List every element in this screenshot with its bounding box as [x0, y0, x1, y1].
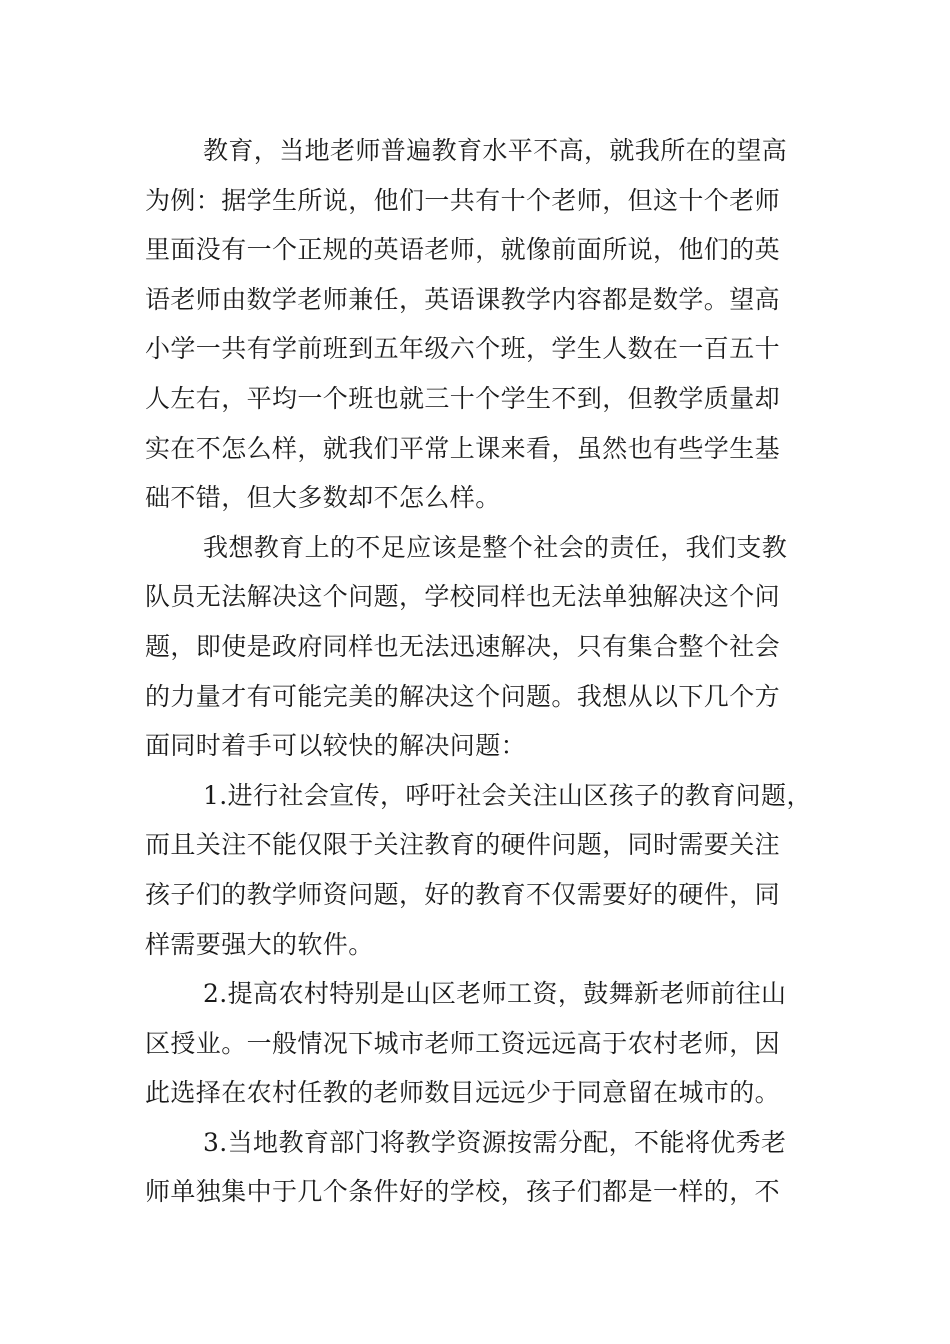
list-item-2-salary [145, 969, 810, 1118]
text-line: 里面没有一个正规的英语老师，就像前面所说，他们的英 [145, 235, 781, 265]
document-body [145, 126, 810, 1217]
text-line: 孩子们的教学师资问题，好的教育不仅需要好的硬件，同 [145, 879, 781, 909]
text-line: 1.进行社会宣传，呼吁社会关注山区孩子的教育问题， [203, 780, 812, 810]
text-line: 队员无法解决这个问题，学校同样也无法单独解决这个问 [145, 582, 781, 612]
text-line: 样需要强大的软件。 [145, 929, 374, 959]
text-line: 为例：据学生所说，他们一共有十个老师，但这十个老师 [145, 185, 781, 215]
text-line: 础不错，但大多数却不怎么样。 [145, 483, 501, 513]
text-line: 教育，当地老师普遍教育水平不高，就我所在的望高 [203, 136, 788, 165]
text-line: 此选择在农村任教的老师数目远远少于同意留在城市的。 [145, 1078, 781, 1108]
text-line: 小学一共有学前班到五年级六个班，学生人数在一百五十 [145, 334, 781, 364]
paragraph-teacher-quality [145, 126, 810, 523]
text-line: 题，即使是政府同样也无法迅速解决，只有集合整个社会 [145, 631, 781, 661]
text-line: 我想教育上的不足应该是整个社会的责任，我们支教 [203, 532, 788, 562]
list-item-1-publicity [145, 771, 810, 969]
text-line: 区授业。一般情况下城市老师工资远远高于农村老师，因 [145, 1028, 781, 1058]
text-line: 而且关注不能仅限于关注教育的硬件问题，同时需要关注 [145, 830, 781, 860]
paragraph-social-responsibility [145, 523, 810, 771]
text-line: 3.当地教育部门将教学资源按需分配，不能将优秀老 [203, 1127, 787, 1157]
text-line: 面同时着手可以较快的解决问题： [145, 731, 527, 761]
text-line: 的力量才有可能完美的解决这个问题。我想从以下几个方 [145, 681, 781, 711]
list-item-3-resources [145, 1118, 810, 1217]
text-line: 实在不怎么样，就我们平常上课来看，虽然也有些学生基 [145, 433, 781, 463]
text-line: 语老师由数学老师兼任，英语课教学内容都是数学。望高 [145, 284, 781, 314]
text-line: 师单独集中于几个条件好的学校，孩子们都是一样的，不 [145, 1177, 781, 1207]
text-line: 2.提高农村特别是山区老师工资，鼓舞新老师前往山 [203, 979, 787, 1009]
text-line: 人左右，平均一个班也就三十个学生不到，但教学质量却 [145, 383, 781, 413]
